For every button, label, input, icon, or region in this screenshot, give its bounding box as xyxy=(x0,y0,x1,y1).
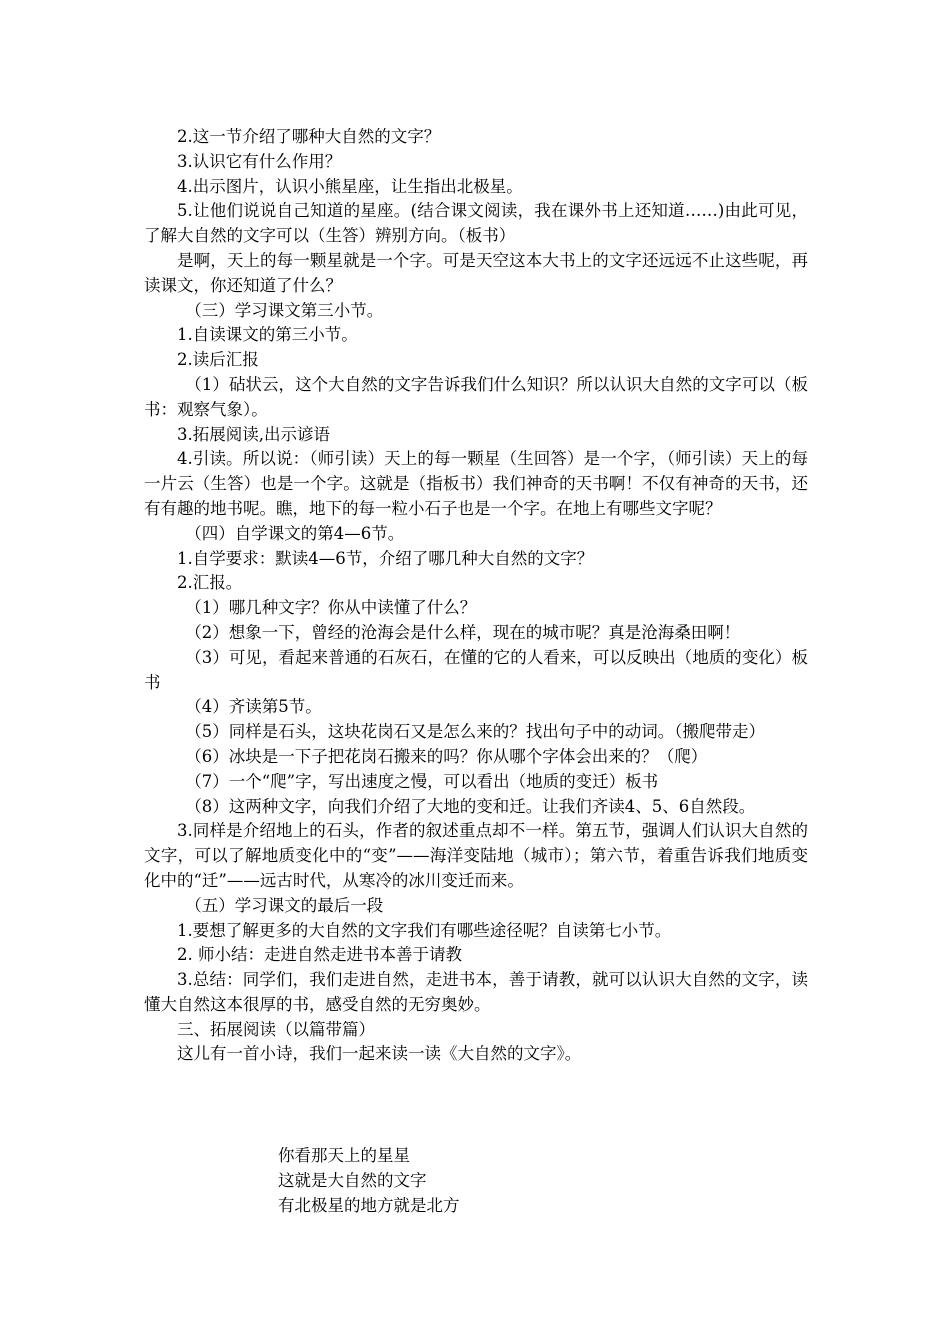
poem-line: 你看那天上的星星 xyxy=(278,1146,410,1165)
poem-line: 有北极星的地方就是北方 xyxy=(278,1195,460,1215)
paragraph: （1）砧状云，这个大自然的文字告诉我们什么知识？所以认识大自然的文字可以（板书：观察气象）。 xyxy=(144,374,808,419)
paragraph: 2.读后汇报 xyxy=(177,350,259,370)
paragraph: （4）齐读第5节。 xyxy=(185,697,322,717)
paragraph: 4.出示图片，认识小熊星座，让生指出北极星。 xyxy=(177,176,523,196)
paragraph: 3.同样是介绍地上的石头，作者的叙述重点却不一样。第五节，强调人们认识大自然的文字，可以了解地质变化中的“变”——海洋变陆地（城市）；第六节，着重告诉我们地质变化中的“迁”——远古时代，从寒冷的冰川变迁而来。 xyxy=(144,821,808,890)
paragraph: 3.拓展阅读,出示谚语 xyxy=(177,424,330,444)
paragraph: （7）一个“爬”字，写出速度之慢，可以看出（地质的变迁）板书 xyxy=(185,771,659,791)
paragraph: 1.自读课文的第三小节。 xyxy=(177,325,358,345)
section-heading: （五）学习课文的最后一段 xyxy=(185,895,384,915)
paragraph: （8）这两种文字，向我们介绍了大地的变和迁。让我们齐读4、5、6自然段。 xyxy=(185,796,756,816)
paragraph: 是啊，天上的每一颗星就是一个字。可是天空这本大书上的文字还远远不止这些呢，再读课文，你还知道了什么？ xyxy=(144,250,808,295)
paragraph: 2.这一节介绍了哪种大自然的文字？ xyxy=(177,127,441,146)
paragraph: 3.总结：同学们，我们走进自然，走进书本，善于请教，就可以认识大自然的文字，读懂大自然这本很厚的书，感受自然的无穷奥妙。 xyxy=(144,970,808,1014)
section-heading: （三）学习课文第三小节。 xyxy=(185,300,384,320)
paragraph: 1.自学要求：默读4—6节，介绍了哪几种大自然的文字？ xyxy=(177,548,594,568)
paragraph: 1.要想了解更多的大自然的文字我们有哪些途径呢？自读第七小节。 xyxy=(177,920,672,940)
lesson-plan-body xyxy=(144,125,808,1067)
paragraph: 5.让他们说说自己知道的星座。(结合课文阅读，我在课外书上还知道……)由此可见，了解大自然的文字可以（生答）辨别方向。（板书） xyxy=(144,201,808,246)
poem-line: 这就是大自然的文字 xyxy=(278,1170,427,1190)
paragraph: （6）冰块是一下子把花岗石搬来的吗？你从哪个字体会出来的？（爬） xyxy=(185,746,708,766)
paragraph: 3.认识它有什么作用？ xyxy=(177,151,342,171)
section-heading: （四）自学课文的第4—6节。 xyxy=(185,523,405,543)
paragraph: 4.引读。所以说：（师引读）天上的每一颗星（生回答）是一个字，（师引读）天上的每一片云（生答）也是一个字。这就是（指板书）我们神奇的天书啊！不仅有神奇的天书，还有有趣的地书呢。瞧，地下的每一粒小石子也是一个字。在地上有哪些文字呢？ xyxy=(144,449,808,518)
section-heading: 三、拓展阅读（以篇带篇） xyxy=(177,1019,375,1039)
paragraph: （3）可见，看起来普通的石灰石，在懂的它的人看来，可以反映出（地质的变化）板书 xyxy=(144,647,808,692)
paragraph: （5）同样是石头，这块花岗石又是怎么来的？找出句子中的动词。（搬爬带走） xyxy=(185,722,765,742)
paragraph: 这儿有一首小诗，我们一起来读一读《大自然的文字》。 xyxy=(177,1044,582,1064)
paragraph: （2）想象一下，曾经的沧海会是什么样，现在的城市呢？真是沧海桑田啊！ xyxy=(185,622,741,642)
paragraph: 2.汇报。 xyxy=(177,573,243,593)
paragraph: （1）哪几种文字？你从中读懂了什么？ xyxy=(185,598,477,618)
poem-block xyxy=(278,1144,678,1218)
paragraph: 2. 师小结：走进自然走进书本善于请教 xyxy=(177,945,462,965)
